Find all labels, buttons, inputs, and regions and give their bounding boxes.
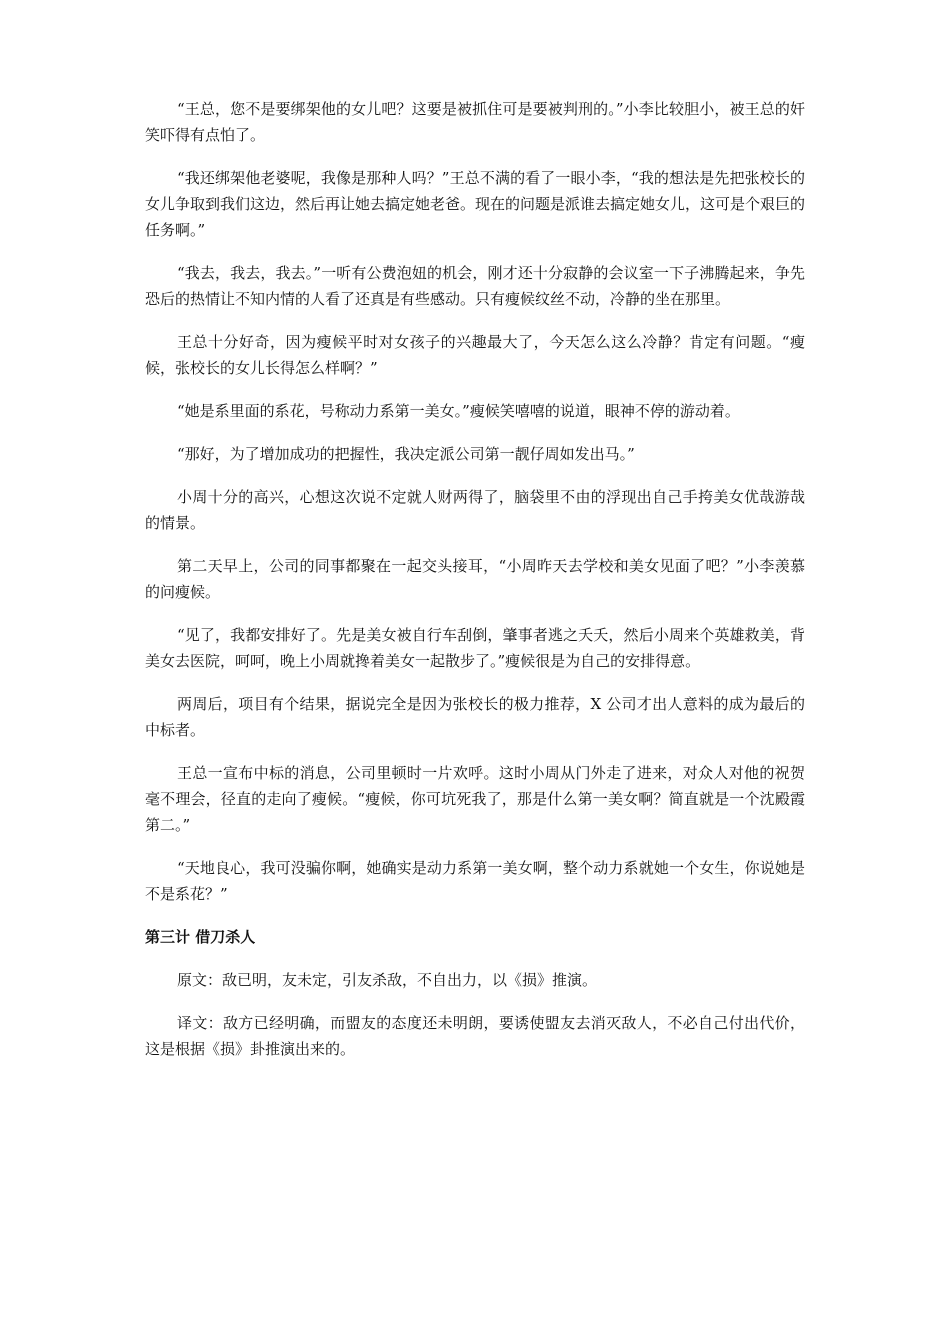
- paragraph: “见了，我都安排好了。先是美女被自行车刮倒，肇事者逃之夭夭，然后小周来个英雄救美，背美女去医院，呵呵，晚上小周就搀着美女一起散步了。”瘦候很是为自己的安排得意。: [145, 626, 805, 670]
- paragraph: “我还绑架他老婆呢，我像是那种人吗？”王总不满的看了一眼小李，“我的想法是先把张校长的女儿争取到我们这边，然后再让她去搞定她老爸。现在的问题是派谁去搞定她女儿，这可是个艰巨的任务啊。”: [145, 169, 806, 239]
- paragraph: “天地良心，我可没骗你啊，她确实是动力系第一美女啊，整个动力系就她一个女生，你说她是不是系花？”: [145, 859, 805, 903]
- translation-paragraph: 译文：敌方已经明确，而盟友的态度还未明朗，要诱使盟友去消灭敌人，不必自己付出代价，这是根据《损》卦推演出来的。: [145, 1014, 805, 1058]
- original-text-paragraph: 原文：敌已明，友未定，引友杀敌，不自出力，以《损》推演。: [177, 971, 598, 989]
- paragraph: 小周十分的高兴，心想这次说不定就人财两得了，脑袋里不由的浮现出自己手挎美女优哉游哉的情景。: [145, 488, 805, 532]
- paragraph: “我去，我去，我去。”一听有公费泡妞的机会，刚才还十分寂静的会议室一下子沸腾起来，争先恐后的热情让不知内情的人看了还真是有些感动。只有瘦候纹丝不动，冷静的坐在那里。: [145, 264, 805, 308]
- paragraph: “她是系里面的系花，号称动力系第一美女。”瘦候笑嘻嘻的说道，眼神不停的游动着。: [177, 402, 740, 420]
- paragraph: “王总，您不是要绑架他的女儿吧？这要是被抓住可是要被判刑的。”小李比较胆小，被王总的奸笑吓得有点怕了。: [145, 100, 805, 144]
- paragraph: “那好，为了增加成功的把握性，我决定派公司第一靓仔周如发出马。”: [177, 445, 635, 463]
- document-page: [145, 96, 805, 1079]
- paragraph: 第二天早上，公司的同事都聚在一起交头接耳，“小周昨天去学校和美女见面了吧？”小李羡慕的问瘦候。: [145, 557, 805, 601]
- section-heading: 第三计 借刀杀人: [145, 928, 256, 946]
- paragraph: 两周后，项目有个结果，据说完全是因为张校长的极力推荐，X 公司才出人意料的成为最后的中标者。: [145, 695, 805, 739]
- paragraph: 王总十分好奇，因为瘦候平时对女孩子的兴趣最大了，今天怎么这么冷静？肯定有问题。“瘦候，张校长的女儿长得怎么样啊？”: [145, 333, 805, 377]
- paragraph: 王总一宣布中标的消息，公司里顿时一片欢呼。这时小周从门外走了进来，对众人对他的祝贺毫不理会，径直的走向了瘦候。“瘦候，你可坑死我了，那是什么第一美女啊？简直就是一个沈殿霞第二。”: [145, 764, 805, 834]
